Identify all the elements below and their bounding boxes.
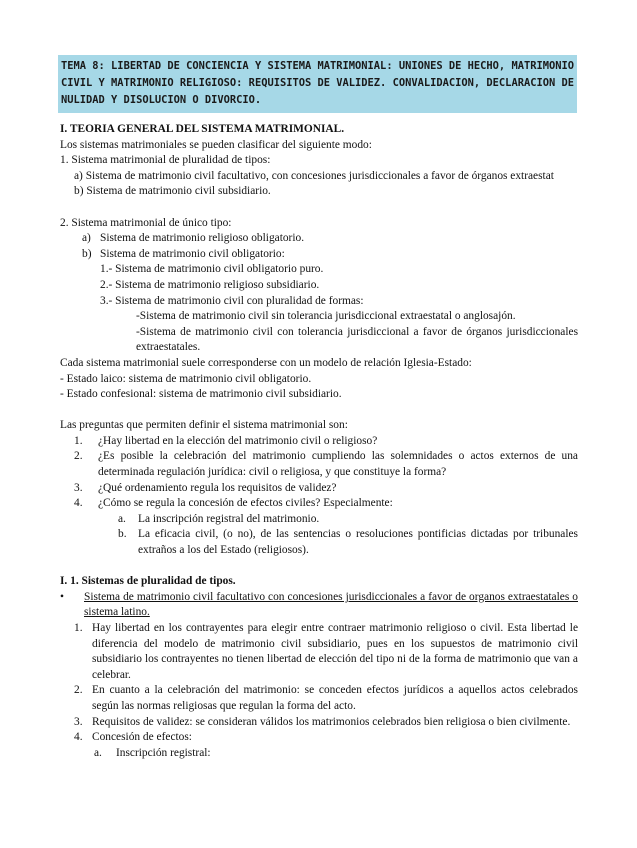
list-item (60, 231, 578, 247)
list-text: Sistema de matrimonio civil obligatorio: (100, 247, 285, 260)
question-item (60, 449, 578, 480)
list-item: 2.- Sistema de matrimonio religioso subsidiario. (100, 278, 320, 291)
list-item: -Sistema de matrimonio civil con tolerancia jurisdiccional a favor de órganos jurisdiccionales extraestatales. (136, 325, 578, 354)
list-text: Hay libertad en los contrayentes para elegir entre contraer matrimonio religioso o civil. Esta libertad le diferencia del modelo de matrimonio civil subsidiario, pues en los supuestos de matrimonio civil subsidiario los contrayentes no tienen libertad de elección del tipo ni de la forma de matrimonio que van a celebrar. (92, 622, 578, 681)
bullet-marker: • (60, 590, 64, 603)
list-marker: a. (94, 746, 102, 759)
list-item: a) Sistema de matrimonio civil facultativo, con concesiones jurisdiccionales a favor de órganos extraestat (74, 169, 554, 182)
question-item (60, 434, 578, 450)
list-item: b) Sistema de matrimonio civil subsidiario. (74, 185, 271, 198)
list-item (60, 247, 578, 263)
list-marker: a) (82, 232, 91, 245)
list-marker: 3. (74, 481, 83, 494)
paragraph: Cada sistema matrimonial suele corresponderse con un modelo de relación Iglesia-Estado: (60, 356, 472, 369)
list-item: - Estado laico: sistema de matrimonio civil obligatorio. (60, 372, 312, 385)
list-item (60, 730, 578, 746)
list-text: La eficacia civil, (o no), de las sentencias o resoluciones pontificias dictadas por tribunales extraños a los del Estado (religiosos). (138, 528, 578, 557)
list-item (60, 621, 578, 683)
list-text: Sistema de matrimonio religioso obligatorio. (100, 232, 305, 245)
list-marker: 2. (74, 450, 83, 463)
list-text: ¿Cómo se regula la concesión de efectos civiles? Especialmente: (98, 497, 393, 510)
sub-item (60, 746, 578, 762)
sub-item (60, 527, 578, 558)
list-item: - Estado confesional: sistema de matrimonio civil subsidiario. (60, 388, 342, 401)
list-item: 1.- Sistema de matrimonio civil obligatorio puro. (100, 263, 324, 276)
paragraph: Las preguntas que permiten definir el sistema matrimonial son: (60, 419, 348, 432)
list-heading: 2. Sistema matrimonial de único tipo: (60, 216, 232, 229)
list-item (60, 683, 578, 714)
list-text: La inscripción registral del matrimonio. (138, 512, 320, 525)
list-text: Concesión de efectos: (92, 731, 192, 744)
section-title: I. TEORIA GENERAL DEL SISTEMA MATRIMONIAL. (60, 123, 345, 135)
list-text: Inscripción registral: (116, 746, 211, 759)
document-body (60, 122, 578, 761)
bullet-item (60, 590, 578, 621)
subsection-title: I. 1. Sistemas de pluralidad de tipos. (60, 575, 236, 588)
topic-banner: TEMA 8: LIBERTAD DE CONCIENCIA Y SISTEMA MATRIMONIAL: UNIONES DE HECHO, MATRIMONIO CIVIL Y MATRIMONIO RELIGIOSO: REQUISITOS DE VALIDEZ. CONVALIDACION, DECLARACION DE NULIDAD Y DISOLUCION O DIVORCIO. (58, 55, 577, 113)
list-item: 3.- Sistema de matrimonio civil con pluralidad de formas: (100, 294, 364, 307)
list-marker: 4. (74, 497, 83, 510)
list-heading: 1. Sistema matrimonial de pluralidad de tipos: (60, 154, 271, 167)
list-item (60, 715, 578, 731)
question-item (60, 481, 578, 497)
bullet-text: Sistema de matrimonio civil facultativo con concesiones jurisdiccionales a favor de organos extraestatales o sistema latino. (84, 590, 578, 619)
list-text: ¿Es posible la celebración del matrimonio cumpliendo las solemnidades o actos externos de una determinada regulación jurídica: civil o religiosa, y que constituye la forma? (98, 450, 578, 479)
sub-item (60, 512, 578, 528)
list-marker: b. (118, 528, 127, 541)
list-marker: 2. (74, 684, 83, 697)
list-marker: a. (118, 512, 126, 525)
list-text: Requisitos de validez: se consideran válidos los matrimonios celebrados bien religiosa o bien civilmente. (92, 715, 571, 728)
list-marker: 1. (74, 622, 83, 634)
list-marker: 3. (74, 715, 83, 728)
question-item (60, 496, 578, 512)
list-text: ¿Hay libertad en la elección del matrimonio civil o religioso? (98, 434, 378, 447)
list-marker: 4. (74, 731, 83, 744)
list-item: -Sistema de matrimonio civil sin tolerancia jurisdiccional extraestatal o anglosajón. (136, 310, 516, 323)
list-text: ¿Qué ordenamiento regula los requisitos de validez? (98, 481, 337, 494)
list-text: En cuanto a la celebración del matrimonio: se conceden efectos jurídicos a aquellos actos celebrados según las normas religiosas que regulan la forma del acto. (92, 684, 578, 712)
list-marker: b) (82, 247, 92, 260)
list-marker: 1. (74, 434, 83, 447)
paragraph: Los sistemas matrimoniales se pueden clasificar del siguiente modo: (60, 138, 372, 151)
